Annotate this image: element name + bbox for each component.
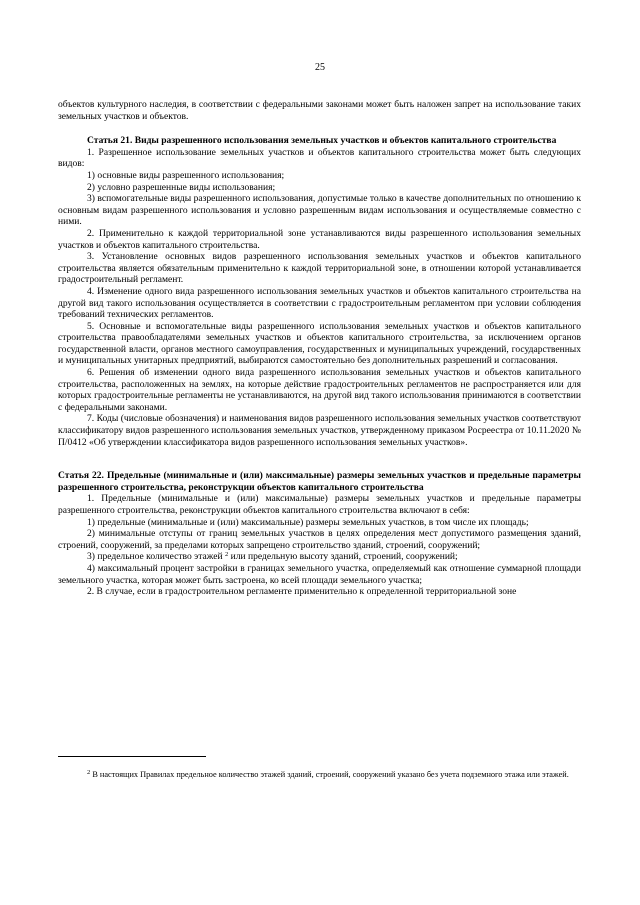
article-22-list-item-3 [58, 551, 581, 563]
footnote [58, 769, 581, 780]
page-number: 25 [315, 62, 325, 73]
article-21-list-item-3: 3) вспомогательные виды разрешенного использования, допустимые только в качестве дополнительных по отношению к основным видам разрешенного использования и условно разрешенным видам использования и осуществляемые совместно с ними. [58, 193, 581, 228]
article-22-list-item-4: 4) максимальный процент застройки в границах земельного участка, определяемый как отношение суммарной площади земельного участка, которая может быть застроена, ко всей площади земельного участка; [58, 562, 581, 586]
article-21-paragraph-5: 5. Основные и вспомогательные виды разрешенного использования земельных участков и объектов капитального строительства правообладателями земельных участков и объектов капитального строительства, за исключением органов государственной власти, органов местного самоуправления, государственных и муниципальных учреждений, государственных и муниципальных унитарных предприятий, выбираются самостоятельно без дополнительных разрешений и согласования. [58, 320, 581, 367]
article-22-list-item-2: 2) минимальные отступы от границ земельных участков в целях определения мест допустимого размещения зданий, строений, сооружений, за пределами которых запрещено строительство зданий, строений, сооружений; [58, 528, 581, 551]
page-body [58, 99, 581, 598]
article-21-heading: Статья 21. Виды разрешенного использования земельных участков и объектов капитального строительства [87, 135, 557, 147]
article-21-list-item-1: 1) основные виды разрешенного использования; [87, 169, 285, 181]
footnote-divider [58, 756, 206, 757]
intro-paragraph: объектов культурного наследия, в соответствии с федеральными законами может быть наложен запрет на использование таких земельных участков и объектов. [58, 99, 581, 122]
footnote-mark: 2 [87, 769, 91, 776]
article-21-list-item-2: 2) условно разрешенные виды использования; [87, 181, 276, 193]
article-22-paragraph-1: 1. Предельные (минимальные и (или) максимальные) размеры земельных участков и предельные параметры разрешенного строительства, реконструкции объектов капитального строительства включают в себя: [58, 493, 581, 516]
article-21-paragraph-6: 6. Решения об изменении одного вида разрешенного использования земельных участков и объектов капитального строительства, расположенных на землях, на которые действие градостроительных регламентов не распространяется или для которых градостроительные регламенты не устанавливаются, на другой вид такого использования принимаются в соответствии с федеральными законами. [58, 367, 581, 413]
article-22-heading: Статья 22. Предельные (минимальные и (или) максимальные) размеры земельных участков и предельные параметры разрешенного строительства, реконструкции объектов капитального строительства [58, 470, 581, 493]
article-21-paragraph-1: 1. Разрешенное использование земельных участков и объектов капитального строительства может быть следующих видов: [58, 146, 581, 170]
article-22-paragraph-2: 2. В случае, если в градостроительном регламенте применительно к определенной территориальной зоне [87, 586, 517, 598]
article-21-paragraph-3: 3. Установление основных видов разрешенного использования земельных участков и объектов капитального строительства является обязательным применительно к каждой территориальной зоне, в отношении которой устанавливается градостроительный регламент. [58, 251, 581, 286]
article-22-list-item-3-text-end: или предельную высоту зданий, строений, сооружений; [228, 551, 458, 563]
article-21-paragraph-7: 7. Коды (числовые обозначения) и наименования видов разрешенного использования земельных участков соответствуют классификатору видов разрешенного использования земельных участков, утвержденному приказом Росреестра от 10.11.2020 № П/0412 «Об утверждении классификатора видов разрешенного использования земельных участков». [58, 413, 581, 448]
article-21-paragraph-2: 2. Применительно к каждой территориальной зоне устанавливаются виды разрешенного использования земельных участков и объектов капитального строительства. [58, 227, 581, 251]
footnote-reference[interactable]: 2 [224, 551, 229, 559]
footnote-text: В настоящих Правилах предельное количество этажей зданий, строений, сооружений указано без учета подземного этажа или этажей. [90, 770, 569, 779]
article-22-list-item-1: 1) предельные (минимальные и (или) максимальные) размеры земельных участков, в том числе их площадь; [87, 516, 529, 528]
article-21-paragraph-4: 4. Изменение одного вида разрешенного использования земельных участков и объектов капитального строительства на другой вид такого использования осуществляется в соответствии с градостроительным регламентом при условии соблюдения требований технических регламентов. [58, 285, 581, 321]
article-22-list-item-3-text: 3) предельное количество этажей [87, 551, 223, 563]
